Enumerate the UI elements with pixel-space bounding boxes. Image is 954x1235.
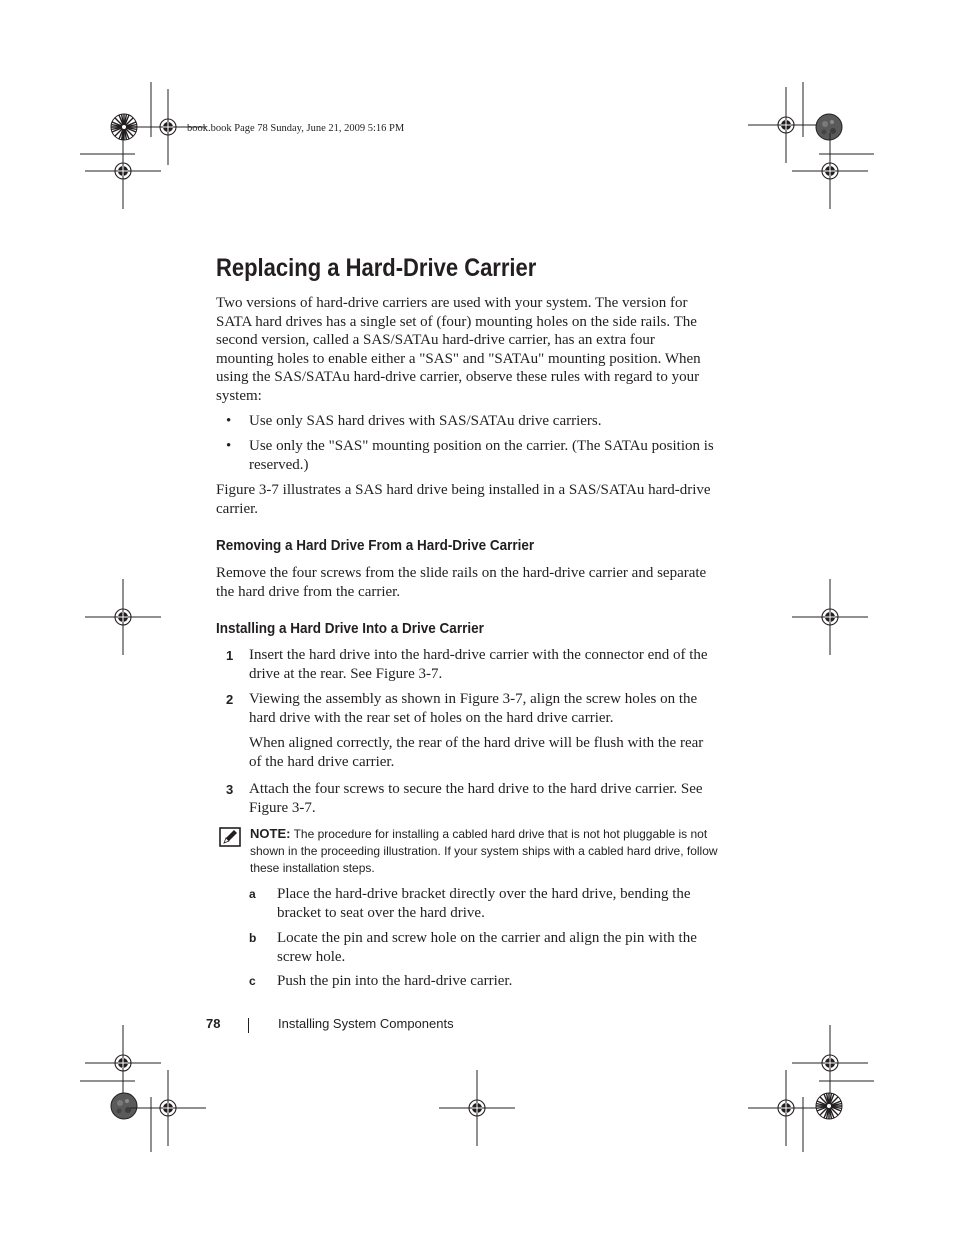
step-number: 1 (226, 648, 234, 663)
note-text (250, 825, 718, 877)
substep-letter: a (249, 887, 256, 901)
intro-paragraph: Two versions of hard-drive carriers are used with your system. The version for SATA hard drives has a single set of (four) mounting holes on the side rails. The second version, called a SAS/SATAu hard-drive carrier, has an extra four mounting holes to enable either a "SAS" and "SATAu" mounting position. When using the SAS/SATAu hard-drive carrier, observe these rules with regard to your system: (216, 295, 701, 404)
bullet-text: Use only SAS hard drives with SAS/SATAu drive carriers. (249, 413, 602, 429)
print-slug: book.book Page 78 Sunday, June 21, 2009 5:16 PM (187, 123, 405, 134)
bullet-mark: • (226, 413, 232, 429)
note-body: The procedure for installing a cabled hard drive that is not hot pluggable is not shown in the proceeding illustration. If your system ships with a cabled hard drive, follow these installation steps. (250, 827, 718, 875)
step-extra-text: When aligned correctly, the rear of the hard drive will be flush with the rear of the hard drive carrier. (249, 735, 704, 770)
step-number: 2 (226, 692, 234, 707)
step-text: Insert the hard drive into the hard-drive carrier with the connector end of the drive at the rear. See Figure 3-7. (249, 647, 708, 682)
substep-text: Push the pin into the hard-drive carrier. (277, 973, 513, 989)
substep-text: Locate the pin and screw hole on the carrier and align the pin with the screw hole. (277, 930, 697, 965)
bullet-mark: • (226, 438, 232, 454)
step-text: Attach the four screws to secure the hard drive to the hard drive carrier. See Figure 3-7. (249, 781, 703, 816)
footer-chapter-title: Installing System Components (278, 1016, 454, 1031)
step-number: 3 (226, 782, 234, 797)
substep-letter: b (249, 931, 257, 945)
substep-letter: c (249, 974, 256, 988)
page-title: Replacing a Hard-Drive Carrier (216, 254, 537, 282)
substep-text: Place the hard-drive bracket directly over the hard drive, bending the bracket to seat over the hard drive. (277, 886, 691, 921)
step-text: Viewing the assembly as shown in Figure 3-7, align the screw holes on the hard drive with the rear set of holes on the hard drive carrier. (249, 691, 698, 726)
section-heading-removing: Removing a Hard Drive From a Hard-Drive Carrier (216, 537, 535, 554)
page-number: 78 (206, 1016, 221, 1031)
figure-reference-paragraph: Figure 3-7 illustrates a SAS hard drive being installed in a SAS/SATAu hard-drive carrier. (216, 482, 711, 517)
note-pencil-icon (219, 827, 241, 847)
bullet-text: Use only the "SAS" mounting position on the carrier. (The SATAu position is reserved.) (249, 438, 714, 473)
note-label: NOTE: (250, 826, 291, 841)
footer-divider (248, 1018, 249, 1033)
removing-paragraph: Remove the four screws from the slide rails on the hard-drive carrier and separate the hard drive from the carrier. (216, 565, 707, 600)
section-heading-installing: Installing a Hard Drive Into a Drive Carrier (216, 620, 484, 637)
